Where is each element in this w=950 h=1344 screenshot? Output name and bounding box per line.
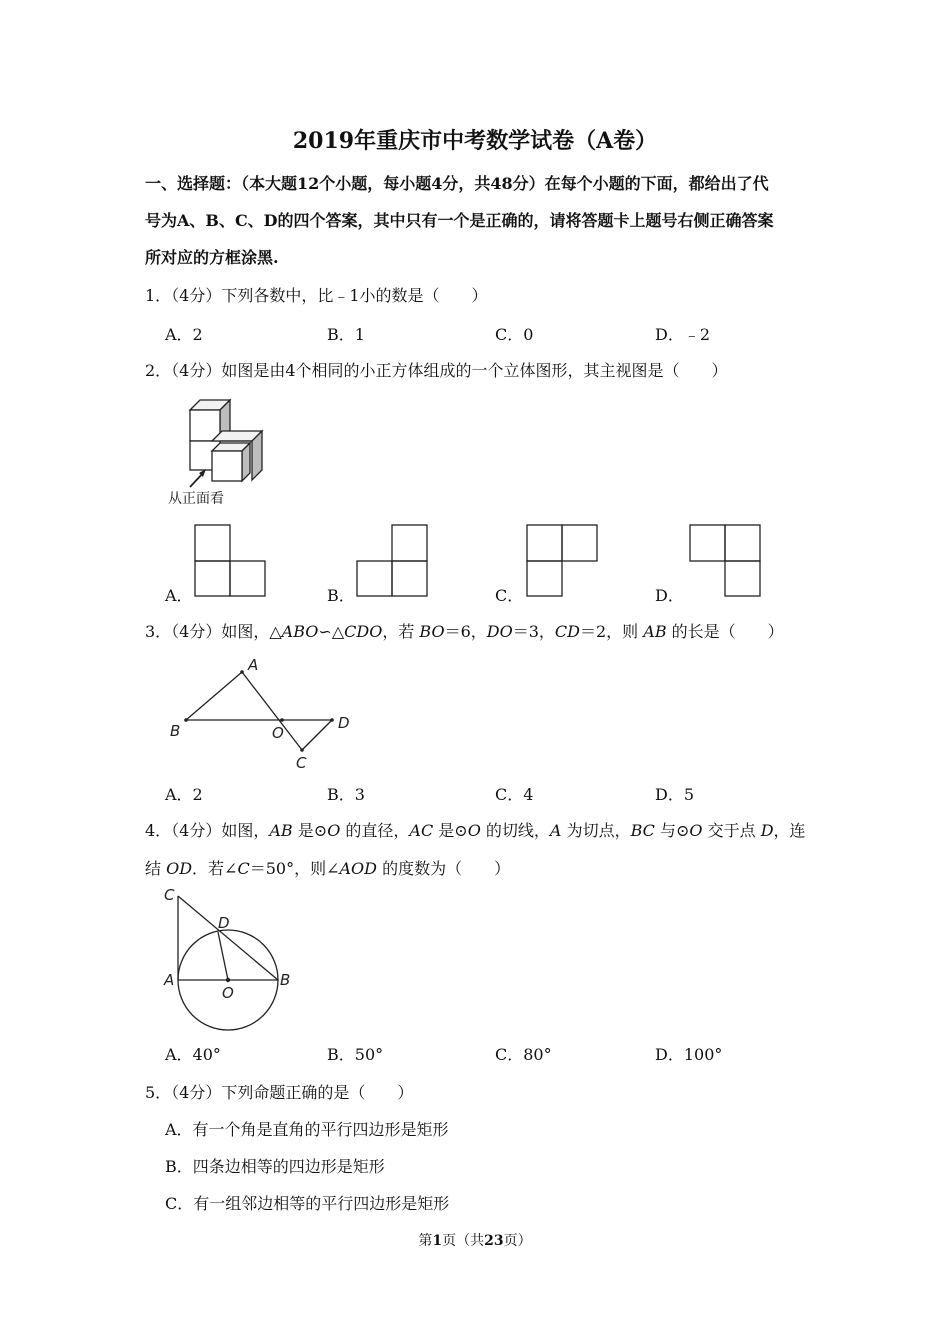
- point-o-label: O: [222, 984, 234, 1002]
- question-2-option-d: D．: [655, 586, 684, 605]
- question-5-option-c: C．有一组邻边相等的平行四边形是矩形: [165, 1194, 450, 1213]
- page-title: 2019年重庆市中考数学试卷（A卷）: [292, 128, 658, 154]
- question-3-option-d: D．5: [655, 785, 695, 804]
- question-2-option-a: A．: [165, 586, 193, 605]
- question-3-option-b: B．3: [327, 785, 365, 804]
- point-a-label: A: [164, 971, 175, 989]
- point-o-label: O: [272, 724, 284, 742]
- question-4-option-b: B．50°: [327, 1045, 384, 1064]
- point-c-label: C: [164, 886, 175, 904]
- question-2-option-a-figure: [194, 524, 266, 597]
- question-4-circle-figure: [160, 884, 300, 1034]
- question-3-option-a: A．2: [165, 785, 203, 804]
- question-1-option-d: D．﹣2: [655, 325, 711, 344]
- section-instructions-line3: 所对应的方框涂黑.: [145, 248, 279, 267]
- point-b-label: B: [280, 971, 291, 989]
- section-instructions-line2: 号为A、B、C、D的四个答案，其中只有一个是正确的，请将答题卡上题号右侧正确答案: [145, 211, 774, 230]
- question-3-option-c: C．4: [495, 785, 534, 804]
- question-5-stem: 5．（4分）下列命题正确的是（ ）: [145, 1083, 414, 1102]
- question-2-option-d-figure: [689, 524, 761, 597]
- current-page-number: 1: [432, 1233, 443, 1249]
- question-2-option-b-figure: [356, 524, 428, 597]
- point-a-label: A: [248, 656, 259, 674]
- question-2-view-label: 从正面看: [168, 491, 224, 507]
- question-2-option-b: B．: [327, 586, 355, 605]
- question-2-option-c-figure: [526, 524, 598, 597]
- question-3-triangle-figure: [160, 652, 360, 772]
- point-b-label: B: [170, 722, 181, 740]
- question-4-option-a: A．40°: [165, 1045, 221, 1064]
- question-1-option-a: A．2: [165, 325, 203, 344]
- question-2-cube-figure: [160, 395, 270, 510]
- question-3-stem: 3．（4分）如图，△ABO∽△CDO，若 BO＝6，DO＝3，CD＝2，则 AB 的长是（ ）: [145, 622, 784, 641]
- question-2-stem: 2．（4分）如图是由4个相同的小正方体组成的一个立体图形，其主视图是（ ）: [145, 361, 728, 380]
- question-4-option-d: D．100°: [655, 1045, 723, 1064]
- question-5-option-a: A．有一个角是直角的平行四边形是矩形: [165, 1120, 449, 1139]
- question-1-option-c: C．0: [495, 325, 534, 344]
- question-4-stem-line1: 4．（4分）如图，AB 是⊙O 的直径，AC 是⊙O 的切线，A 为切点，BC 与⊙O 交于点 D，连: [145, 821, 806, 840]
- point-d-label: D: [338, 714, 350, 732]
- page-footer: 第1页（共23页）: [418, 1233, 532, 1249]
- point-c-label: C: [296, 754, 307, 772]
- point-d-label: D: [218, 914, 230, 932]
- question-1-stem: 1．（4分）下列各数中，比﹣1小的数是（ ）: [145, 286, 488, 305]
- question-4-stem-line2: 结 OD．若∠C＝50°，则∠AOD 的度数为（ ）: [145, 859, 511, 878]
- total-page-count: 23: [484, 1233, 504, 1249]
- question-1-option-b: B．1: [327, 325, 365, 344]
- question-2-option-c: C．: [495, 586, 524, 605]
- question-5-option-b: B．四条边相等的四边形是矩形: [165, 1157, 385, 1176]
- question-4-option-c: C．80°: [495, 1045, 552, 1064]
- section-instructions-line1: 一、选择题：（本大题12个小题，每小题4分，共48分）在每个小题的下面，都给出了代: [145, 174, 769, 193]
